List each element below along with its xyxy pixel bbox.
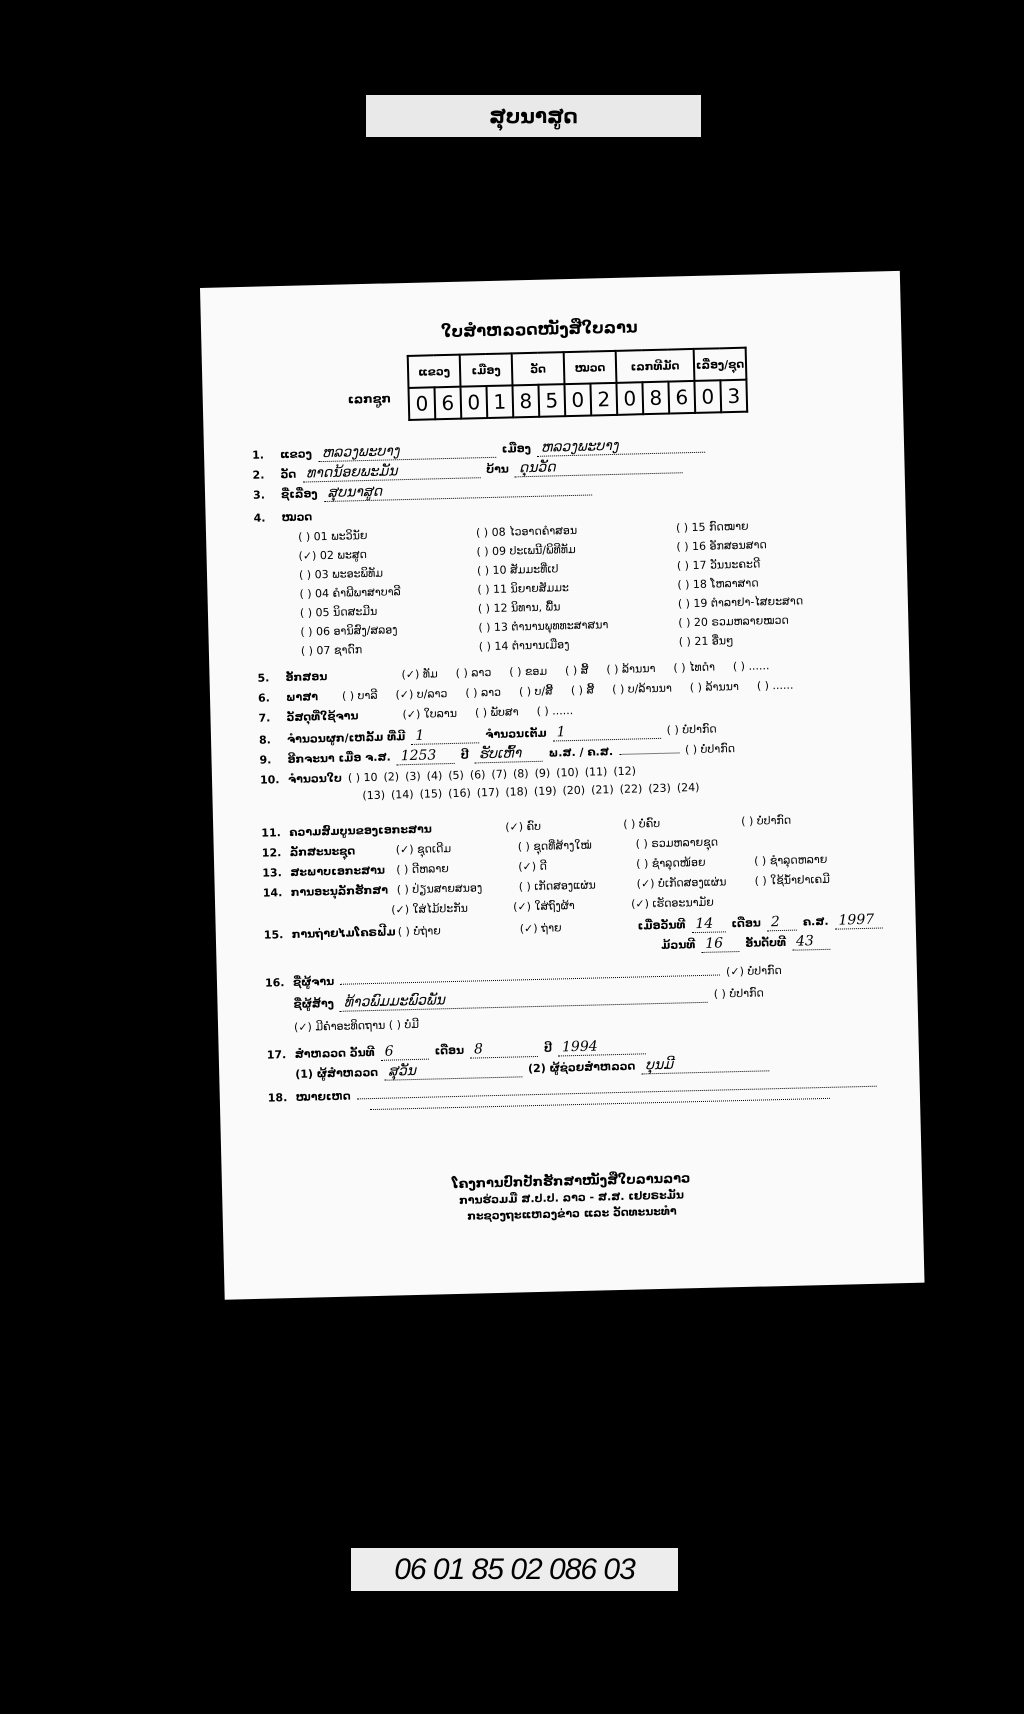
- script-option: ( ) ......: [732, 659, 770, 674]
- docno-digit: 0: [409, 387, 436, 420]
- category-option: ( ) 01 ພະວິນັຍ: [297, 528, 368, 544]
- language-option: ( ) ບ/ສີ້: [518, 684, 554, 699]
- field-number: 18.: [267, 1091, 288, 1105]
- cs-year-value: 1253: [397, 747, 455, 765]
- footer-line: ກະຊວງຖະແຫລງຂ່າວ ແລະ ວັດທະນະທຳ: [467, 1204, 677, 1223]
- field-microfilm-roll: [661, 933, 830, 954]
- leaves-option: (11): [584, 765, 608, 779]
- category-col-1: [298, 525, 402, 660]
- leaves-option: (15): [419, 787, 443, 801]
- surveyor-value: ສຸວັນ: [384, 1060, 522, 1080]
- frame-value: 43: [792, 933, 830, 951]
- leaves-option: (8): [512, 767, 529, 781]
- docno-header: ແຂວງ: [408, 355, 461, 388]
- leaves-option: (9): [534, 766, 551, 780]
- survey-day: 6: [380, 1043, 428, 1061]
- prayer-option: (✓) ມີຄຳອະທິດຖານ ( ) ບໍ່ມີ: [293, 1017, 420, 1034]
- field-number: 1.: [251, 448, 265, 462]
- material-option: ( ) ພັບສາ: [474, 705, 519, 720]
- script-option: ( ) ລາວ: [455, 665, 492, 680]
- field-label: ອັກສອນ: [285, 670, 328, 685]
- field-label: ເມື່ອວັນທີ: [637, 918, 686, 933]
- field-label: ສຳຫລວດ ວັນທີ: [294, 1045, 375, 1061]
- field-number: 15.: [263, 928, 284, 942]
- field-label: ຈຳນວນໃບ: [287, 771, 343, 786]
- language-option: ( ) ບ/ລ້ານນາ: [612, 681, 672, 697]
- field-number: 9.: [259, 753, 272, 767]
- roll-value: 16: [701, 935, 739, 953]
- field-label: ການຖ່າຍໄມໂຄຣຟີມ: [291, 925, 396, 941]
- language-option: ( ) ລາວ: [465, 685, 502, 700]
- completeness-option: (✓) ຄົບ: [505, 819, 542, 834]
- category-option: (✓) 02 ພະສູດ: [298, 548, 368, 563]
- material-option: (✓) ໃບລານ: [402, 706, 458, 722]
- field-leaves-row2: [362, 781, 699, 802]
- microfilm-option: ( ) ບໍ່ຖ່າຍ: [397, 924, 441, 939]
- set-type-option: (✓) ຊຸດເດີມ: [395, 842, 452, 857]
- not-shown-option: ( ) ບໍ່ປາກົດ: [684, 742, 736, 757]
- category-col-2: [476, 520, 609, 656]
- leaves-option: ( ) 10: [347, 770, 378, 785]
- category-option: ( ) 12 ນິທານ, ພື້ນ: [477, 600, 561, 616]
- script-option: ( ) ໄທດຳ: [673, 660, 716, 675]
- category-option: ( ) 10 ສັມມະທີ່ເປ: [476, 562, 559, 578]
- field-label: ການອະນຸລັກຮັກສາ: [290, 883, 389, 899]
- field-number: 12.: [261, 846, 282, 860]
- year-name-value: ຮັບເຫົ້າ: [475, 745, 543, 764]
- field-label: ວັສດຸທີ່ໃຊ້ຈານ: [286, 709, 359, 725]
- leaves-option: (23): [648, 781, 672, 796]
- docno-header: ເລກທີມັດ: [616, 349, 695, 383]
- leaves-option: (5): [448, 768, 465, 783]
- field-number: 17.: [266, 1048, 287, 1062]
- category-option: ( ) 19 ຕຳລາຢາ-ໄສຍະສາດ: [677, 594, 804, 611]
- field-label: ຄ.ສ.: [802, 914, 829, 929]
- field-label: ເມືອງ: [501, 441, 532, 456]
- field-number: 4.: [253, 511, 266, 525]
- material-option: ( ) ......: [536, 704, 574, 718]
- category-option: ( ) 04 ຄຳພີພາສາບາລີ: [299, 585, 401, 601]
- language-option: ( ) ສີ້: [570, 683, 595, 698]
- leaves-option: (10): [556, 765, 579, 780]
- docno-digit: 8: [642, 382, 669, 415]
- language-option: ( ) ບາລີ: [341, 688, 378, 703]
- conservation-month: 2: [767, 914, 797, 932]
- leaves-option: (24): [676, 780, 700, 795]
- field-label: ຊື່ເລື່ອງ: [280, 487, 318, 502]
- field-label: ແຂວງ: [279, 447, 313, 462]
- category-option: ( ) 20 ຣວມຫລາຍໝວດ: [678, 613, 789, 630]
- field-number: 13.: [262, 866, 282, 880]
- leaves-option: (14): [390, 787, 414, 802]
- script-option: ( ) ຂອມ: [509, 664, 548, 679]
- docno-digit: 0: [694, 380, 721, 413]
- docno-digit: 0: [564, 383, 591, 416]
- field-number: 14.: [262, 886, 283, 900]
- leaves-option: (22): [619, 782, 643, 796]
- field-label: (2) ຜູ້ຊ່ວຍສຳຫລວດ: [527, 1059, 636, 1076]
- form-title: ໃບສຳຫລວດໜັງສືໃບລານ: [440, 317, 638, 342]
- conservation-option: ( ) ເກັດສອງແຜ່ນ: [518, 878, 596, 894]
- field-label: ສະພາບເອກະສານ: [290, 863, 386, 879]
- leaves-option: (3): [404, 769, 421, 784]
- province-value: ຫລວງພະບາງ: [318, 441, 496, 462]
- survey-year: 1994: [558, 1037, 646, 1056]
- condition-option: ( ) ຊຳລຸດຫລາຍ: [754, 852, 828, 868]
- field-label: ຊື່ຜູ້ສ້າງ: [293, 996, 335, 1011]
- category-option: ( ) 09 ປະເພນີ/ພິທີທັມ: [476, 542, 576, 559]
- be-year-line: [619, 752, 679, 754]
- field-number: 11.: [261, 826, 281, 840]
- category-option: ( ) 21 ອື່ນໆ: [678, 634, 734, 649]
- category-option: ( ) 14 ຕຳນານເມືອງ: [478, 638, 570, 654]
- microfilm-option: (✓) ຖ່າຍ: [519, 921, 562, 936]
- condition-option: ( ) ດີຫລາຍ: [396, 862, 450, 877]
- docno-header: ວັດ: [512, 352, 565, 385]
- set-type-option: ( ) ຣວມຫລາຍຊຸດ: [635, 835, 719, 851]
- leaves-option: (7): [491, 767, 508, 782]
- category-option: ( ) 06 ອານິສົງ/ສລອງ: [300, 623, 398, 639]
- title-label: ສຸບນາສູດ: [366, 95, 701, 137]
- remarks-line: [357, 1086, 877, 1100]
- leaves-option: (6): [469, 768, 486, 782]
- field-number: 3.: [252, 488, 266, 502]
- field-material: [258, 704, 585, 725]
- field-label: ລັກສະນະຊຸດ: [289, 844, 356, 859]
- conservation-year: 1997: [834, 912, 882, 930]
- leaves-option: (18): [505, 785, 529, 799]
- footer-line: ໂຄງການປົກປັກຮັກສາໜັງສືໃບລານລາວ: [451, 1171, 691, 1193]
- field-number: 8.: [258, 733, 272, 747]
- survey-form: [200, 271, 925, 1300]
- category-option: ( ) 16 ອັກສອນສາດ: [676, 538, 767, 554]
- category-option: ( ) 15 ກົດໝາຍ: [675, 519, 749, 535]
- docno-digit: 6: [668, 381, 695, 414]
- language-option: ( ) ......: [756, 678, 794, 693]
- category-option: ( ) 18 ໂຫລາສາດ: [677, 576, 759, 592]
- conservation-option: (✓) ເຮັດອະນາມັຍ: [631, 895, 715, 911]
- completeness-option: ( ) ບໍ່ປາກົດ: [741, 813, 792, 828]
- fascicles-value: 1: [411, 726, 479, 745]
- field-label: ເດືອນ: [731, 916, 762, 931]
- leaves-option: (4): [426, 769, 443, 783]
- field-label: ປີ: [460, 748, 469, 762]
- document-number-label: 06 01 85 02 086 03: [351, 1548, 678, 1591]
- category-option: ( ) 17 ວັນນະຄະດີ: [676, 557, 761, 573]
- language-option: (✓) ບ/ລາວ: [395, 687, 448, 702]
- field-label: ວັດ: [280, 467, 297, 482]
- docno-header: ເລື່ອງ/ຊຸດ: [694, 348, 747, 381]
- conservation-option: (✓) ໃສ່ຖົງຜ້າ: [513, 899, 575, 914]
- field-label: ຄວາມສົມບູນຂອງເອກະສານ: [289, 822, 432, 839]
- project-footer: [452, 1171, 692, 1225]
- field-label: ມ້ວນທີ: [661, 938, 696, 952]
- sponsor-value: ທ້າວພົມມະພົວພັນ: [340, 986, 708, 1012]
- leaves-option: (20): [562, 783, 586, 798]
- docno-digit: 8: [512, 385, 539, 418]
- script-option: ( ) ສີ້: [564, 663, 589, 678]
- field-label: ເດືອນ: [434, 1043, 465, 1058]
- field-label: ໝວດ: [281, 510, 313, 525]
- field-label: ໝາຍເຫດ: [295, 1089, 351, 1104]
- field-number: 6.: [257, 691, 271, 705]
- field-number: 2.: [252, 468, 265, 482]
- docno-digit: 1: [486, 385, 513, 418]
- docno-digit: 3: [720, 380, 747, 413]
- category-col-3: [676, 515, 804, 651]
- docno-digit: 6: [434, 387, 461, 420]
- docno-label: ເລກຊູກ: [347, 391, 392, 407]
- docno-header: ເມືອງ: [460, 353, 513, 386]
- field-label: ພາສາ: [285, 690, 319, 705]
- village-value: ດຸນວັດ: [515, 456, 683, 477]
- condition-option: (✓) ດີ: [518, 859, 548, 874]
- field-label: ຈຳນວນເຕັມ: [485, 726, 547, 742]
- script-option: (✓) ທັມ: [401, 667, 438, 682]
- scribe-line: [340, 974, 720, 984]
- field-label: ບ້ານ: [485, 462, 510, 477]
- script-option: ( ) ລ້ານນາ: [606, 661, 656, 677]
- not-shown-option: (✓) ບໍ່ປາກົດ: [725, 963, 782, 979]
- category-option: ( ) 13 ຕຳນານພຸທທະສາສນາ: [478, 618, 609, 635]
- docno-digit: 0: [616, 382, 643, 415]
- not-shown-option: ( ) ບໍ່ປາກົດ: [666, 722, 717, 737]
- docno-digit: 5: [538, 384, 565, 417]
- footer-line: ການຮ່ວມມື ສ.ປ.ປ. ລາວ - ສ.ສ. ເຢຍຣະມັນ: [459, 1188, 685, 1207]
- docno-digit: 2: [590, 383, 617, 416]
- assistant-value: ບຸນມີ: [641, 1054, 769, 1074]
- leaves-option: (16): [448, 786, 471, 801]
- total-value: 1: [553, 722, 661, 742]
- field-number: 16.: [264, 976, 285, 990]
- leaves-option: (17): [476, 785, 500, 800]
- field-prayer: [294, 1018, 419, 1034]
- field-label: ຈຳນວນຜູກ/ເຫລັ້ມ ທີ່ມີ: [286, 730, 406, 747]
- field-label: ພ.ສ. / ຄ.ສ.: [548, 745, 614, 760]
- set-type-option: ( ) ຊຸດທີ່ສ້າງໃໝ່: [517, 838, 592, 854]
- docno-digit: 0: [460, 386, 487, 419]
- docno-header: ໝວດ: [564, 351, 617, 384]
- category-option: ( ) 05 ນິດສະມີນ: [299, 604, 378, 620]
- category-option: ( ) 07 ຊາດົກ: [300, 643, 363, 658]
- leaves-option: (13): [362, 788, 386, 803]
- field-category: [253, 510, 312, 524]
- leaves-option: (12): [613, 764, 637, 779]
- category-option: ( ) 11 ນິຍາຍສັມມະ: [477, 581, 570, 597]
- condition-option: ( ) ຊຳລຸດໜ້ອຍ: [636, 855, 706, 871]
- field-label: ອີກຈະນາ ເມື່ອ ຈ.ສ.: [287, 750, 391, 766]
- subject-value: ສຸບນາສູດ: [323, 478, 591, 502]
- field-sponsor: [293, 984, 764, 1012]
- field-label: ອັນດັບທີ: [745, 935, 787, 950]
- not-shown-option: ( ) ບໍ່ປາກົດ: [713, 986, 764, 1001]
- conservation-option: (✓) ບໍ່ເກັດສອງແຜ່ນ: [636, 875, 727, 891]
- docno-table: [407, 347, 749, 421]
- temple-value: ທາດນ້ອຍພະມັນ: [302, 461, 480, 482]
- field-number: 7.: [258, 711, 271, 725]
- district-value: ຫລວງພະບາງ: [537, 436, 705, 457]
- leaves-option: (19): [533, 784, 557, 798]
- category-option: ( ) 08 ໄວອາດຄຳສອນ: [475, 523, 578, 540]
- conservation-option: ( ) ໃຊ້ນ້ຳຢາເຄມີ: [754, 872, 830, 888]
- field-label: ຊື່ຜູ້ຈານ: [292, 974, 335, 989]
- field-number: 5.: [257, 671, 270, 685]
- leaves-option: (21): [590, 783, 614, 797]
- field-label: ປີ: [543, 1041, 553, 1055]
- field-label: (1) ຜູ້ສຳຫລວດ: [295, 1065, 379, 1081]
- completeness-option: ( ) ບໍ່ຄົບ: [623, 816, 661, 831]
- language-option: ( ) ລ້ານນາ: [689, 679, 740, 695]
- conservation-option: (✓) ໃສ່ໄມ້ປະກັນ: [391, 901, 469, 917]
- field-number: 10.: [259, 773, 280, 787]
- conservation-day: 14: [691, 915, 725, 933]
- leaves-option: (2): [383, 770, 400, 784]
- category-option: ( ) 03 ພະອະພິທັມ: [298, 566, 384, 582]
- field-conservation-row2: [391, 895, 726, 916]
- conservation-option: ( ) ປ່ຽນສາຍສນອງ: [396, 881, 483, 897]
- survey-month: 8: [470, 1040, 538, 1059]
